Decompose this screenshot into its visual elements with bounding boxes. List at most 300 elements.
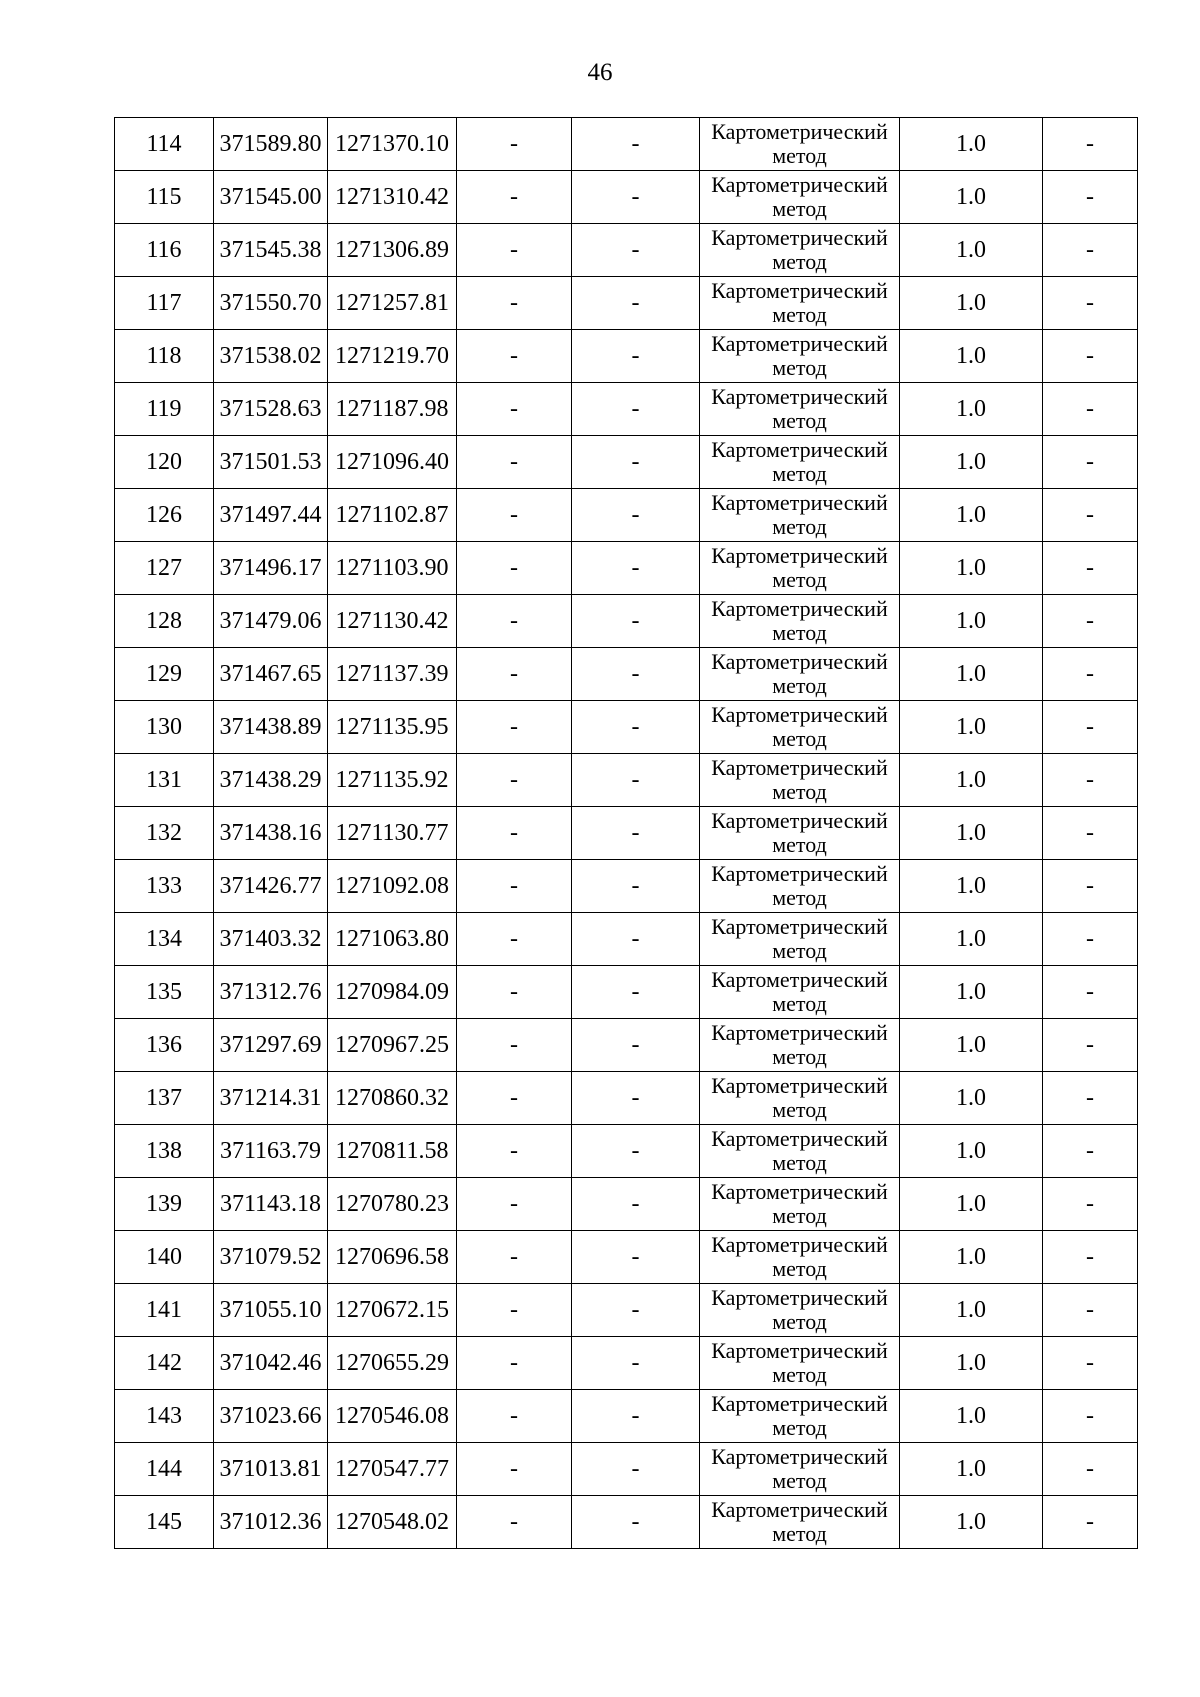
blank-column-5-cell: -: [572, 1231, 700, 1284]
method-line-2: метод: [772, 302, 827, 327]
blank-column-5-cell: -: [572, 1178, 700, 1231]
y-coordinate-cell: 1270696.58: [328, 1231, 457, 1284]
y-coordinate-cell: 1271370.10: [328, 118, 457, 171]
method-cell: [700, 542, 900, 595]
accuracy-cell: 1.0: [900, 1337, 1043, 1390]
blank-column-4-cell: -: [457, 330, 572, 383]
method-line-2: метод: [772, 1097, 827, 1122]
accuracy-cell: 1.0: [900, 701, 1043, 754]
table-row: [115, 1284, 1138, 1337]
method-line-1: Картометрический: [711, 1126, 888, 1151]
y-coordinate-cell: 1270860.32: [328, 1072, 457, 1125]
x-coordinate-cell: 371438.16: [214, 807, 328, 860]
method-line-1: Картометрический: [711, 1285, 888, 1310]
accuracy-cell: 1.0: [900, 383, 1043, 436]
accuracy-cell: 1.0: [900, 542, 1043, 595]
method-line-1: Картометрический: [711, 1232, 888, 1257]
accuracy-cell: 1.0: [900, 1443, 1043, 1496]
accuracy-cell: 1.0: [900, 966, 1043, 1019]
blank-column-4-cell: -: [457, 913, 572, 966]
blank-column-4-cell: -: [457, 542, 572, 595]
blank-column-8-cell: -: [1043, 701, 1138, 754]
method-cell: [700, 1072, 900, 1125]
method-line-1: Картометрический: [711, 543, 888, 568]
method-line-1: Картометрический: [711, 1338, 888, 1363]
blank-column-5-cell: -: [572, 1125, 700, 1178]
blank-column-8-cell: -: [1043, 436, 1138, 489]
table-row: [115, 436, 1138, 489]
blank-column-5-cell: -: [572, 754, 700, 807]
point-number-cell: 127: [115, 542, 214, 595]
method-line-1: Картометрический: [711, 967, 888, 992]
table-row: [115, 1019, 1138, 1072]
method-cell: [700, 224, 900, 277]
accuracy-cell: 1.0: [900, 171, 1043, 224]
y-coordinate-cell: 1270984.09: [328, 966, 457, 1019]
accuracy-cell: 1.0: [900, 436, 1043, 489]
method-line-2: метод: [772, 249, 827, 274]
table-row: [115, 1072, 1138, 1125]
blank-column-4-cell: -: [457, 1178, 572, 1231]
blank-column-5-cell: -: [572, 913, 700, 966]
table-row: [115, 1443, 1138, 1496]
blank-column-4-cell: -: [457, 595, 572, 648]
accuracy-cell: 1.0: [900, 1496, 1043, 1549]
y-coordinate-cell: 1270811.58: [328, 1125, 457, 1178]
method-line-2: метод: [772, 1256, 827, 1281]
method-line-1: Картометрический: [711, 808, 888, 833]
method-line-2: метод: [772, 832, 827, 857]
x-coordinate-cell: 371589.80: [214, 118, 328, 171]
x-coordinate-cell: 371501.53: [214, 436, 328, 489]
x-coordinate-cell: 371012.36: [214, 1496, 328, 1549]
blank-column-8-cell: -: [1043, 595, 1138, 648]
point-number-cell: 136: [115, 1019, 214, 1072]
y-coordinate-cell: 1271257.81: [328, 277, 457, 330]
method-line-1: Картометрический: [711, 861, 888, 886]
y-coordinate-cell: 1271063.80: [328, 913, 457, 966]
x-coordinate-cell: 371214.31: [214, 1072, 328, 1125]
accuracy-cell: 1.0: [900, 1125, 1043, 1178]
accuracy-cell: 1.0: [900, 595, 1043, 648]
method-cell: [700, 1178, 900, 1231]
accuracy-cell: 1.0: [900, 224, 1043, 277]
method-line-1: Картометрический: [711, 1073, 888, 1098]
accuracy-cell: 1.0: [900, 1019, 1043, 1072]
method-cell: [700, 1390, 900, 1443]
accuracy-cell: 1.0: [900, 489, 1043, 542]
y-coordinate-cell: 1271130.77: [328, 807, 457, 860]
accuracy-cell: 1.0: [900, 754, 1043, 807]
method-cell: [700, 383, 900, 436]
blank-column-4-cell: -: [457, 118, 572, 171]
method-cell: [700, 1443, 900, 1496]
blank-column-5-cell: -: [572, 1072, 700, 1125]
blank-column-4-cell: -: [457, 754, 572, 807]
blank-column-5-cell: -: [572, 648, 700, 701]
table-row: [115, 330, 1138, 383]
method-line-2: метод: [772, 991, 827, 1016]
method-line-1: Картометрический: [711, 914, 888, 939]
y-coordinate-cell: 1270780.23: [328, 1178, 457, 1231]
point-number-cell: 115: [115, 171, 214, 224]
table-row: [115, 860, 1138, 913]
blank-column-5-cell: -: [572, 542, 700, 595]
accuracy-cell: 1.0: [900, 1390, 1043, 1443]
blank-column-4-cell: -: [457, 1390, 572, 1443]
method-cell: [700, 277, 900, 330]
blank-column-8-cell: -: [1043, 1231, 1138, 1284]
blank-column-4-cell: -: [457, 1443, 572, 1496]
method-cell: [700, 860, 900, 913]
blank-column-8-cell: -: [1043, 966, 1138, 1019]
method-cell: [700, 118, 900, 171]
blank-column-5-cell: -: [572, 489, 700, 542]
blank-column-4-cell: -: [457, 383, 572, 436]
blank-column-8-cell: -: [1043, 224, 1138, 277]
blank-column-4-cell: -: [457, 224, 572, 277]
blank-column-4-cell: -: [457, 489, 572, 542]
blank-column-4-cell: -: [457, 648, 572, 701]
point-number-cell: 134: [115, 913, 214, 966]
blank-column-8-cell: -: [1043, 1125, 1138, 1178]
point-number-cell: 126: [115, 489, 214, 542]
method-line-1: Картометрический: [711, 1497, 888, 1522]
method-cell: [700, 701, 900, 754]
method-line-2: метод: [772, 1203, 827, 1228]
accuracy-cell: 1.0: [900, 1072, 1043, 1125]
x-coordinate-cell: 371143.18: [214, 1178, 328, 1231]
point-number-cell: 114: [115, 118, 214, 171]
blank-column-5-cell: -: [572, 277, 700, 330]
method-line-2: метод: [772, 461, 827, 486]
blank-column-4-cell: -: [457, 1125, 572, 1178]
method-line-1: Картометрический: [711, 702, 888, 727]
blank-column-4-cell: -: [457, 277, 572, 330]
y-coordinate-cell: 1270655.29: [328, 1337, 457, 1390]
x-coordinate-cell: 371023.66: [214, 1390, 328, 1443]
point-number-cell: 141: [115, 1284, 214, 1337]
table-row: [115, 542, 1138, 595]
table-row: [115, 1178, 1138, 1231]
accuracy-cell: 1.0: [900, 1231, 1043, 1284]
table-row: [115, 807, 1138, 860]
blank-column-8-cell: -: [1043, 330, 1138, 383]
method-line-2: метод: [772, 885, 827, 910]
accuracy-cell: 1.0: [900, 277, 1043, 330]
point-number-cell: 135: [115, 966, 214, 1019]
accuracy-cell: 1.0: [900, 648, 1043, 701]
x-coordinate-cell: 371312.76: [214, 966, 328, 1019]
blank-column-5-cell: -: [572, 1019, 700, 1072]
y-coordinate-cell: 1271103.90: [328, 542, 457, 595]
blank-column-4-cell: -: [457, 1019, 572, 1072]
x-coordinate-cell: 371467.65: [214, 648, 328, 701]
x-coordinate-cell: 371550.70: [214, 277, 328, 330]
table-row: [115, 754, 1138, 807]
blank-column-8-cell: -: [1043, 277, 1138, 330]
method-cell: [700, 489, 900, 542]
method-line-2: метод: [772, 1309, 827, 1334]
blank-column-8-cell: -: [1043, 1072, 1138, 1125]
blank-column-8-cell: -: [1043, 754, 1138, 807]
method-cell: [700, 966, 900, 1019]
accuracy-cell: 1.0: [900, 330, 1043, 383]
x-coordinate-cell: 371496.17: [214, 542, 328, 595]
blank-column-8-cell: -: [1043, 489, 1138, 542]
method-line-1: Картометрический: [711, 596, 888, 621]
blank-column-8-cell: -: [1043, 542, 1138, 595]
y-coordinate-cell: 1271306.89: [328, 224, 457, 277]
point-number-cell: 116: [115, 224, 214, 277]
x-coordinate-cell: 371538.02: [214, 330, 328, 383]
method-line-2: метод: [772, 355, 827, 380]
method-line-1: Картометрический: [711, 755, 888, 780]
blank-column-8-cell: -: [1043, 1019, 1138, 1072]
y-coordinate-cell: 1271310.42: [328, 171, 457, 224]
table-row: [115, 224, 1138, 277]
blank-column-4-cell: -: [457, 1231, 572, 1284]
blank-column-4-cell: -: [457, 701, 572, 754]
x-coordinate-cell: 371438.29: [214, 754, 328, 807]
point-number-cell: 130: [115, 701, 214, 754]
blank-column-5-cell: -: [572, 118, 700, 171]
method-line-1: Картометрический: [711, 437, 888, 462]
blank-column-8-cell: -: [1043, 807, 1138, 860]
blank-column-4-cell: -: [457, 171, 572, 224]
method-line-1: Картометрический: [711, 278, 888, 303]
method-line-1: Картометрический: [711, 490, 888, 515]
blank-column-5-cell: -: [572, 171, 700, 224]
method-line-2: метод: [772, 196, 827, 221]
method-line-2: метод: [772, 620, 827, 645]
y-coordinate-cell: 1271096.40: [328, 436, 457, 489]
blank-column-5-cell: -: [572, 224, 700, 277]
blank-column-5-cell: -: [572, 701, 700, 754]
point-number-cell: 132: [115, 807, 214, 860]
blank-column-8-cell: -: [1043, 1443, 1138, 1496]
point-number-cell: 137: [115, 1072, 214, 1125]
blank-column-4-cell: -: [457, 1496, 572, 1549]
point-number-cell: 143: [115, 1390, 214, 1443]
table-row: [115, 118, 1138, 171]
point-number-cell: 117: [115, 277, 214, 330]
point-number-cell: 133: [115, 860, 214, 913]
method-line-2: метод: [772, 1468, 827, 1493]
x-coordinate-cell: 371545.38: [214, 224, 328, 277]
x-coordinate-cell: 371297.69: [214, 1019, 328, 1072]
x-coordinate-cell: 371497.44: [214, 489, 328, 542]
method-line-2: метод: [772, 1044, 827, 1069]
method-line-2: метод: [772, 143, 827, 168]
accuracy-cell: 1.0: [900, 1284, 1043, 1337]
method-line-2: метод: [772, 408, 827, 433]
blank-column-8-cell: -: [1043, 913, 1138, 966]
table-row: [115, 913, 1138, 966]
blank-column-4-cell: -: [457, 1284, 572, 1337]
point-number-cell: 138: [115, 1125, 214, 1178]
point-number-cell: 128: [115, 595, 214, 648]
accuracy-cell: 1.0: [900, 860, 1043, 913]
y-coordinate-cell: 1271219.70: [328, 330, 457, 383]
method-cell: [700, 1125, 900, 1178]
y-coordinate-cell: 1271092.08: [328, 860, 457, 913]
y-coordinate-cell: 1271102.87: [328, 489, 457, 542]
method-cell: [700, 1231, 900, 1284]
table-row: [115, 701, 1138, 754]
blank-column-8-cell: -: [1043, 1284, 1138, 1337]
method-cell: [700, 1284, 900, 1337]
blank-column-8-cell: -: [1043, 118, 1138, 171]
method-line-1: Картометрический: [711, 331, 888, 356]
method-cell: [700, 807, 900, 860]
table-row: [115, 966, 1138, 1019]
blank-column-4-cell: -: [457, 807, 572, 860]
table-row: [115, 1496, 1138, 1549]
blank-column-4-cell: -: [457, 966, 572, 1019]
method-cell: [700, 436, 900, 489]
blank-column-5-cell: -: [572, 1443, 700, 1496]
blank-column-5-cell: -: [572, 1390, 700, 1443]
x-coordinate-cell: 371545.00: [214, 171, 328, 224]
y-coordinate-cell: 1271130.42: [328, 595, 457, 648]
page-number: 46: [587, 59, 613, 86]
y-coordinate-cell: 1271137.39: [328, 648, 457, 701]
method-cell: [700, 1019, 900, 1072]
table-row: [115, 171, 1138, 224]
blank-column-8-cell: -: [1043, 1178, 1138, 1231]
accuracy-cell: 1.0: [900, 913, 1043, 966]
point-number-cell: 120: [115, 436, 214, 489]
point-number-cell: 119: [115, 383, 214, 436]
y-coordinate-cell: 1271187.98: [328, 383, 457, 436]
method-line-2: метод: [772, 726, 827, 751]
blank-column-5-cell: -: [572, 1337, 700, 1390]
x-coordinate-cell: 371528.63: [214, 383, 328, 436]
blank-column-5-cell: -: [572, 1284, 700, 1337]
x-coordinate-cell: 371438.89: [214, 701, 328, 754]
point-number-cell: 118: [115, 330, 214, 383]
method-cell: [700, 595, 900, 648]
blank-column-8-cell: -: [1043, 860, 1138, 913]
blank-column-5-cell: -: [572, 330, 700, 383]
method-line-2: метод: [772, 567, 827, 592]
method-line-2: метод: [772, 1521, 827, 1546]
method-line-2: метод: [772, 673, 827, 698]
table-row: [115, 1231, 1138, 1284]
method-cell: [700, 171, 900, 224]
method-line-2: метод: [772, 1150, 827, 1175]
coordinates-table: [114, 117, 1138, 1549]
point-number-cell: 129: [115, 648, 214, 701]
blank-column-5-cell: -: [572, 436, 700, 489]
method-line-2: метод: [772, 1362, 827, 1387]
blank-column-5-cell: -: [572, 595, 700, 648]
point-number-cell: 140: [115, 1231, 214, 1284]
point-number-cell: 145: [115, 1496, 214, 1549]
accuracy-cell: 1.0: [900, 807, 1043, 860]
point-number-cell: 131: [115, 754, 214, 807]
method-cell: [700, 913, 900, 966]
accuracy-cell: 1.0: [900, 118, 1043, 171]
y-coordinate-cell: 1271135.92: [328, 754, 457, 807]
x-coordinate-cell: 371079.52: [214, 1231, 328, 1284]
method-line-1: Картометрический: [711, 172, 888, 197]
table-row: [115, 1390, 1138, 1443]
blank-column-8-cell: -: [1043, 1337, 1138, 1390]
blank-column-8-cell: -: [1043, 383, 1138, 436]
table-row: [115, 489, 1138, 542]
method-cell: [700, 754, 900, 807]
blank-column-5-cell: -: [572, 807, 700, 860]
table-row: [115, 648, 1138, 701]
x-coordinate-cell: 371042.46: [214, 1337, 328, 1390]
table-row: [115, 1125, 1138, 1178]
y-coordinate-cell: 1271135.95: [328, 701, 457, 754]
blank-column-8-cell: -: [1043, 1390, 1138, 1443]
method-line-1: Картометрический: [711, 225, 888, 250]
y-coordinate-cell: 1270546.08: [328, 1390, 457, 1443]
method-cell: [700, 1337, 900, 1390]
method-line-1: Картометрический: [711, 1391, 888, 1416]
method-line-1: Картометрический: [711, 119, 888, 144]
table-row: [115, 383, 1138, 436]
blank-column-5-cell: -: [572, 1496, 700, 1549]
blank-column-8-cell: -: [1043, 171, 1138, 224]
table-row: [115, 595, 1138, 648]
method-line-2: метод: [772, 938, 827, 963]
table-row: [115, 277, 1138, 330]
y-coordinate-cell: 1270967.25: [328, 1019, 457, 1072]
blank-column-5-cell: -: [572, 383, 700, 436]
blank-column-8-cell: -: [1043, 648, 1138, 701]
point-number-cell: 142: [115, 1337, 214, 1390]
method-line-1: Картометрический: [711, 1444, 888, 1469]
method-line-2: метод: [772, 514, 827, 539]
y-coordinate-cell: 1270548.02: [328, 1496, 457, 1549]
blank-column-5-cell: -: [572, 966, 700, 1019]
method-cell: [700, 330, 900, 383]
method-line-2: метод: [772, 1415, 827, 1440]
y-coordinate-cell: 1270547.77: [328, 1443, 457, 1496]
method-cell: [700, 1496, 900, 1549]
x-coordinate-cell: 371055.10: [214, 1284, 328, 1337]
table-row: [115, 1337, 1138, 1390]
point-number-cell: 139: [115, 1178, 214, 1231]
point-number-cell: 144: [115, 1443, 214, 1496]
accuracy-cell: 1.0: [900, 1178, 1043, 1231]
x-coordinate-cell: 371013.81: [214, 1443, 328, 1496]
method-line-1: Картометрический: [711, 649, 888, 674]
x-coordinate-cell: 371163.79: [214, 1125, 328, 1178]
blank-column-5-cell: -: [572, 860, 700, 913]
method-line-1: Картометрический: [711, 384, 888, 409]
method-line-2: метод: [772, 779, 827, 804]
x-coordinate-cell: 371426.77: [214, 860, 328, 913]
blank-column-8-cell: -: [1043, 1496, 1138, 1549]
blank-column-4-cell: -: [457, 436, 572, 489]
blank-column-4-cell: -: [457, 1072, 572, 1125]
method-line-1: Картометрический: [711, 1020, 888, 1045]
method-cell: [700, 648, 900, 701]
method-line-1: Картометрический: [711, 1179, 888, 1204]
blank-column-4-cell: -: [457, 860, 572, 913]
y-coordinate-cell: 1270672.15: [328, 1284, 457, 1337]
x-coordinate-cell: 371479.06: [214, 595, 328, 648]
blank-column-4-cell: -: [457, 1337, 572, 1390]
x-coordinate-cell: 371403.32: [214, 913, 328, 966]
coordinates-table-body: [115, 118, 1138, 1549]
